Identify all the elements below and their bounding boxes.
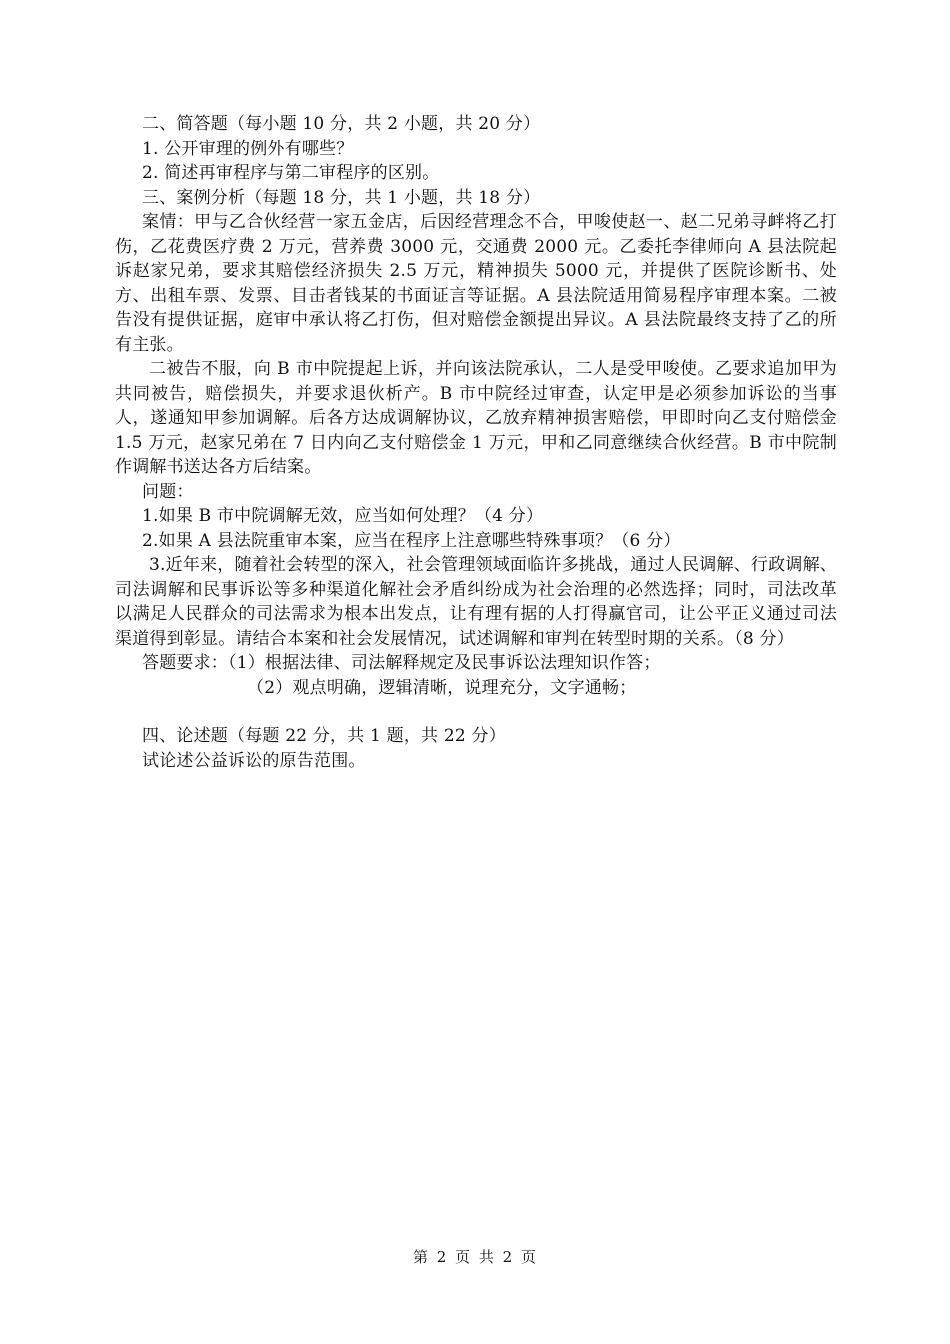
exam-content (115, 112, 837, 773)
section2-heading: 二、简答题（每小题 10 分，共 2 小题，共 20 分） (142, 114, 541, 134)
case-question-3: 3.近年来，随着社会转型的深入，社会管理领域面临许多挑战，通过人民调解、行政调解、司法调解和民事诉讼等多种渠道化解社会矛盾纠纷成为社会治理的必然选择；同时，司法改革以满足人民群众的司法需求为根本出发点，让有理有据的人打得赢官司，让公平正义通过司法渠道得到彰显。请结合本案和社会发展情况，试述调解和审判在转型时期的关系。（8 分） (115, 555, 837, 649)
case-question-2: 2.如果 A 县法院重审本案，应当在程序上注意哪些特殊事项？（6 分） (142, 530, 681, 551)
answer-requirement-1: 答题要求：（1）根据法律、司法解释规定及民事诉讼法理知识作答； (142, 653, 661, 673)
case-question-1: 1.如果 B 市中院调解无效，应当如何处理？（4 分） (142, 506, 544, 526)
answer-requirement-2: （2）观点明确，逻辑清晰，说理充分，文字通畅； (247, 677, 637, 698)
case-paragraph-1: 案情：甲与乙合伙经营一家五金店，后因经营理念不合，甲唆使赵一、赵二兄弟寻衅将乙打伤，乙花费医疗费 2 万元，营养费 3000 元，交通费 2000 元。乙委托李律师向 A 县法院起诉赵家兄弟，要求其赔偿经济损失 2.5 万元，精神损失 5000 元，并提供了医院诊断书、处方、出租车票、发票、目击者钱某的书面证言等证据。A 县法院适用简易程序审理本案。二被告没有提供证据，庭审中承认将乙打伤，但对赔偿金额提出异议。A 县法院最终支持了乙的所有主张。 (115, 212, 837, 355)
questions-label: 问题： (142, 481, 194, 502)
page-footer: 第 2 页 共 2 页 (413, 1248, 537, 1266)
section3-heading: 三、案例分析（每题 18 分，共 1 小题，共 18 分） (142, 187, 541, 208)
case-paragraph-2: 二被告不服，向 B 市中院提起上诉，并向该法院承认，二人是受甲唆使。乙要求追加甲为共同被告，赔偿损失，并要求退伙析产。B 市中院经过审查，认定甲是必须参加诉讼的当事人，遂通知甲参加调解。后各方达成调解协议，乙放弃精神损害赔偿，甲即时向乙支付赔偿金 1.5 万元，赵家兄弟在 7 日内向乙支付赔偿金 1 万元，甲和乙同意继续合伙经营。B 市中院制作调解书送达各方后结案。 (115, 359, 837, 477)
section4-question: 试论述公益诉讼的原告范围。 (142, 750, 366, 771)
section4-heading: 四、论述题（每题 22 分，共 1 题，共 22 分） (142, 726, 506, 746)
section2-question-1: 1. 公开审理的例外有哪些？ (142, 138, 354, 159)
section2-question-2: 2. 简述再审程序与第二审程序的区别。 (142, 163, 440, 183)
